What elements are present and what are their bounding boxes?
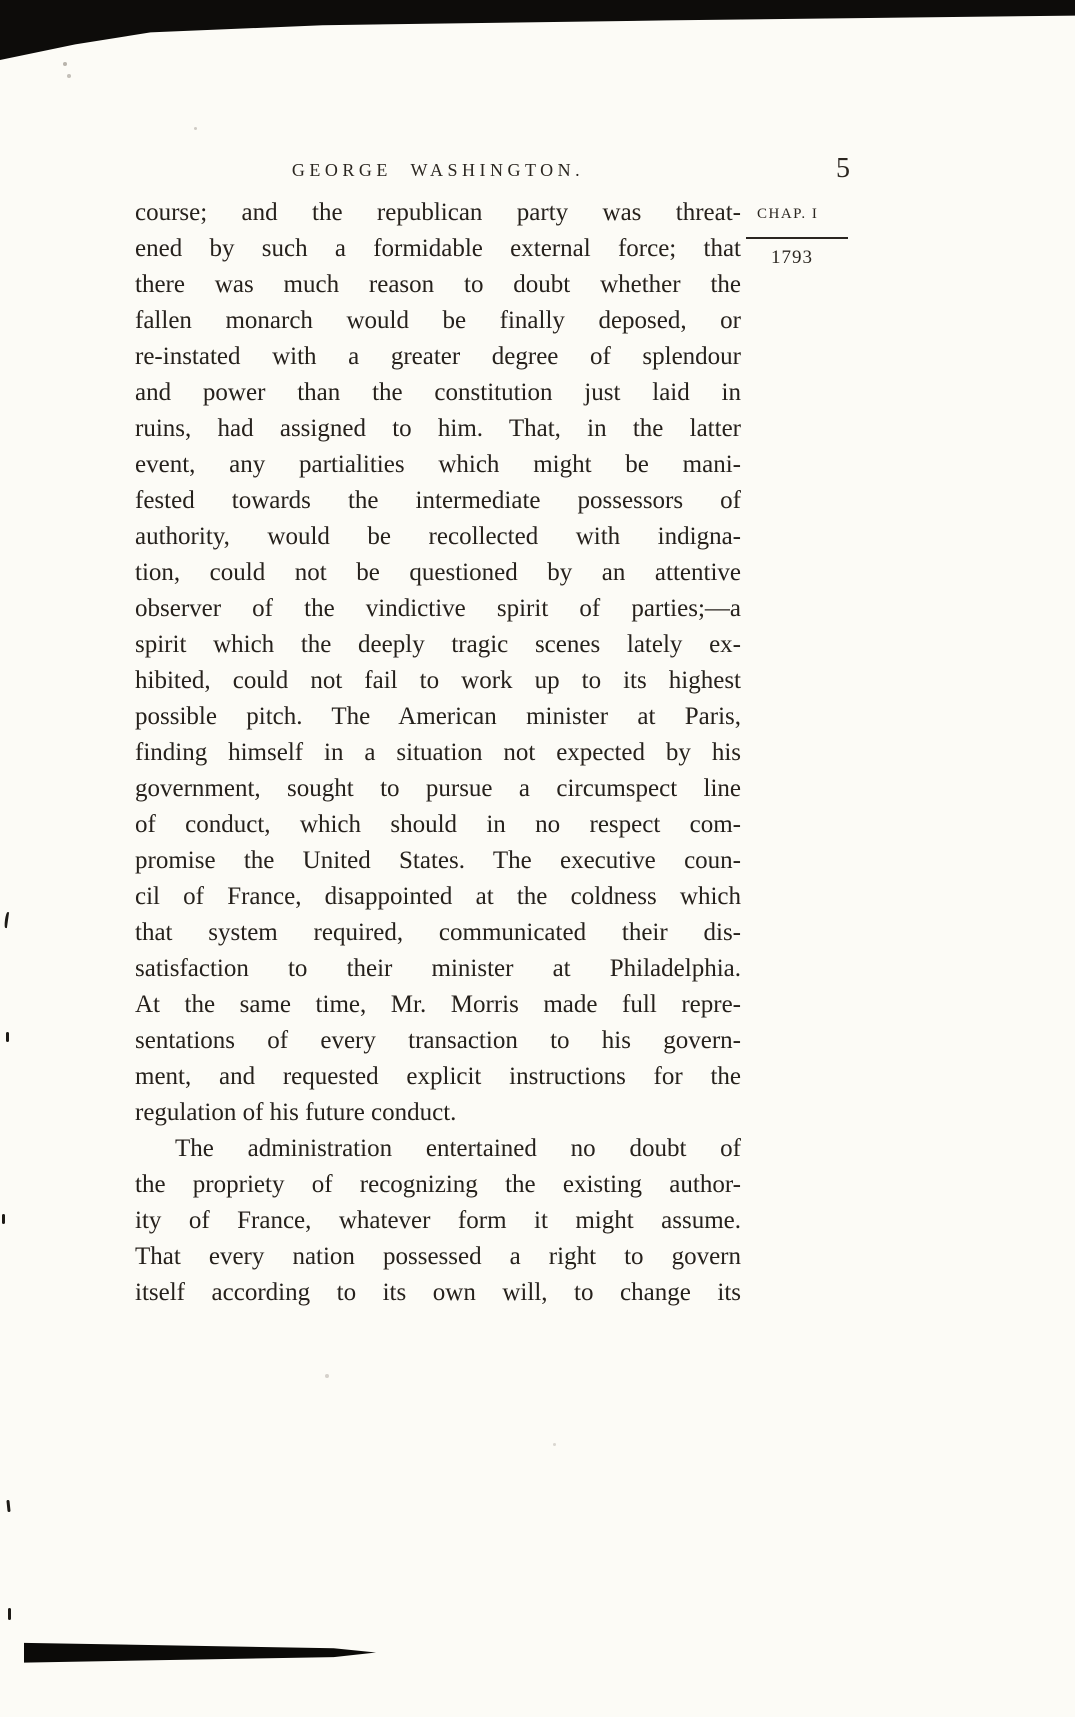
body-line: of conduct, which should in no respect com- [135, 811, 741, 838]
body-line: tion, could not be questioned by an attentive [135, 559, 741, 586]
body-line: itself according to its own will, to change its [135, 1279, 741, 1306]
body-line: and power than the constitution just laid in [135, 379, 741, 406]
scan-speck [8, 1608, 11, 1620]
body-text [135, 195, 741, 1311]
body-line: regulation of his future conduct. [135, 1099, 457, 1126]
body-line: fallen monarch would be finally deposed, or [135, 307, 741, 334]
body-line: fested towards the intermediate possessors of [135, 487, 741, 514]
page-number: 5 [836, 153, 850, 184]
running-header-title: GEORGE WASHINGTON. [291, 160, 585, 180]
scan-speck [553, 1443, 556, 1446]
scan-speck [2, 1214, 5, 1224]
body-line: spirit which the deeply tragic scenes lately ex- [135, 631, 741, 658]
body-line: ruins, had assigned to him. That, in the latter [135, 415, 741, 442]
body-line: At the same time, Mr. Morris made full repre- [135, 991, 741, 1018]
scan-speck [6, 1500, 10, 1512]
body-line: government, sought to pursue a circumspect line [135, 775, 741, 802]
body-line: that system required, communicated their dis- [135, 919, 741, 946]
body-line: ity of France, whatever form it might assume. [135, 1207, 741, 1234]
scan-speck [67, 74, 71, 78]
scan-speck [194, 127, 197, 130]
body-line: the propriety of recognizing the existing author- [135, 1171, 741, 1198]
body-line: event, any partialities which might be mani- [135, 451, 741, 478]
scan-artifact-bottom-edge [24, 1642, 376, 1663]
body-line: ened by such a formidable external force; that [135, 235, 741, 262]
year-label: 1793 [771, 247, 813, 268]
scan-artifact-top-edge [0, 0, 1075, 60]
body-line: course; and the republican party was threat- [135, 199, 741, 226]
body-line: satisfaction to their minister at Philadelphia. [135, 955, 741, 982]
chapter-heading: CHAP. I [757, 206, 819, 222]
margin-rule [746, 237, 848, 239]
scan-speck [4, 912, 9, 928]
body-line: That every nation possessed a right to govern [135, 1243, 741, 1270]
body-line: The administration entertained no doubt of [175, 1135, 741, 1162]
scan-speck [63, 62, 67, 66]
body-line: sentations of every transaction to his govern- [135, 1027, 741, 1054]
body-line: re-instated with a greater degree of splendour [135, 343, 741, 370]
body-line: hibited, could not fail to work up to its highest [135, 667, 741, 694]
body-line: promise the United States. The executive coun- [135, 847, 741, 874]
body-line: possible pitch. The American minister at Paris, [135, 703, 741, 730]
body-line: cil of France, disappointed at the coldness which [135, 883, 741, 910]
scan-speck [6, 1032, 9, 1042]
body-line: authority, would be recollected with indigna- [135, 523, 741, 550]
body-line: ment, and requested explicit instructions for the [135, 1063, 741, 1090]
body-line: there was much reason to doubt whether the [135, 271, 741, 298]
body-line: finding himself in a situation not expected by his [135, 739, 741, 766]
scan-speck [325, 1374, 329, 1378]
body-line: observer of the vindictive spirit of parties;—a [135, 595, 741, 622]
